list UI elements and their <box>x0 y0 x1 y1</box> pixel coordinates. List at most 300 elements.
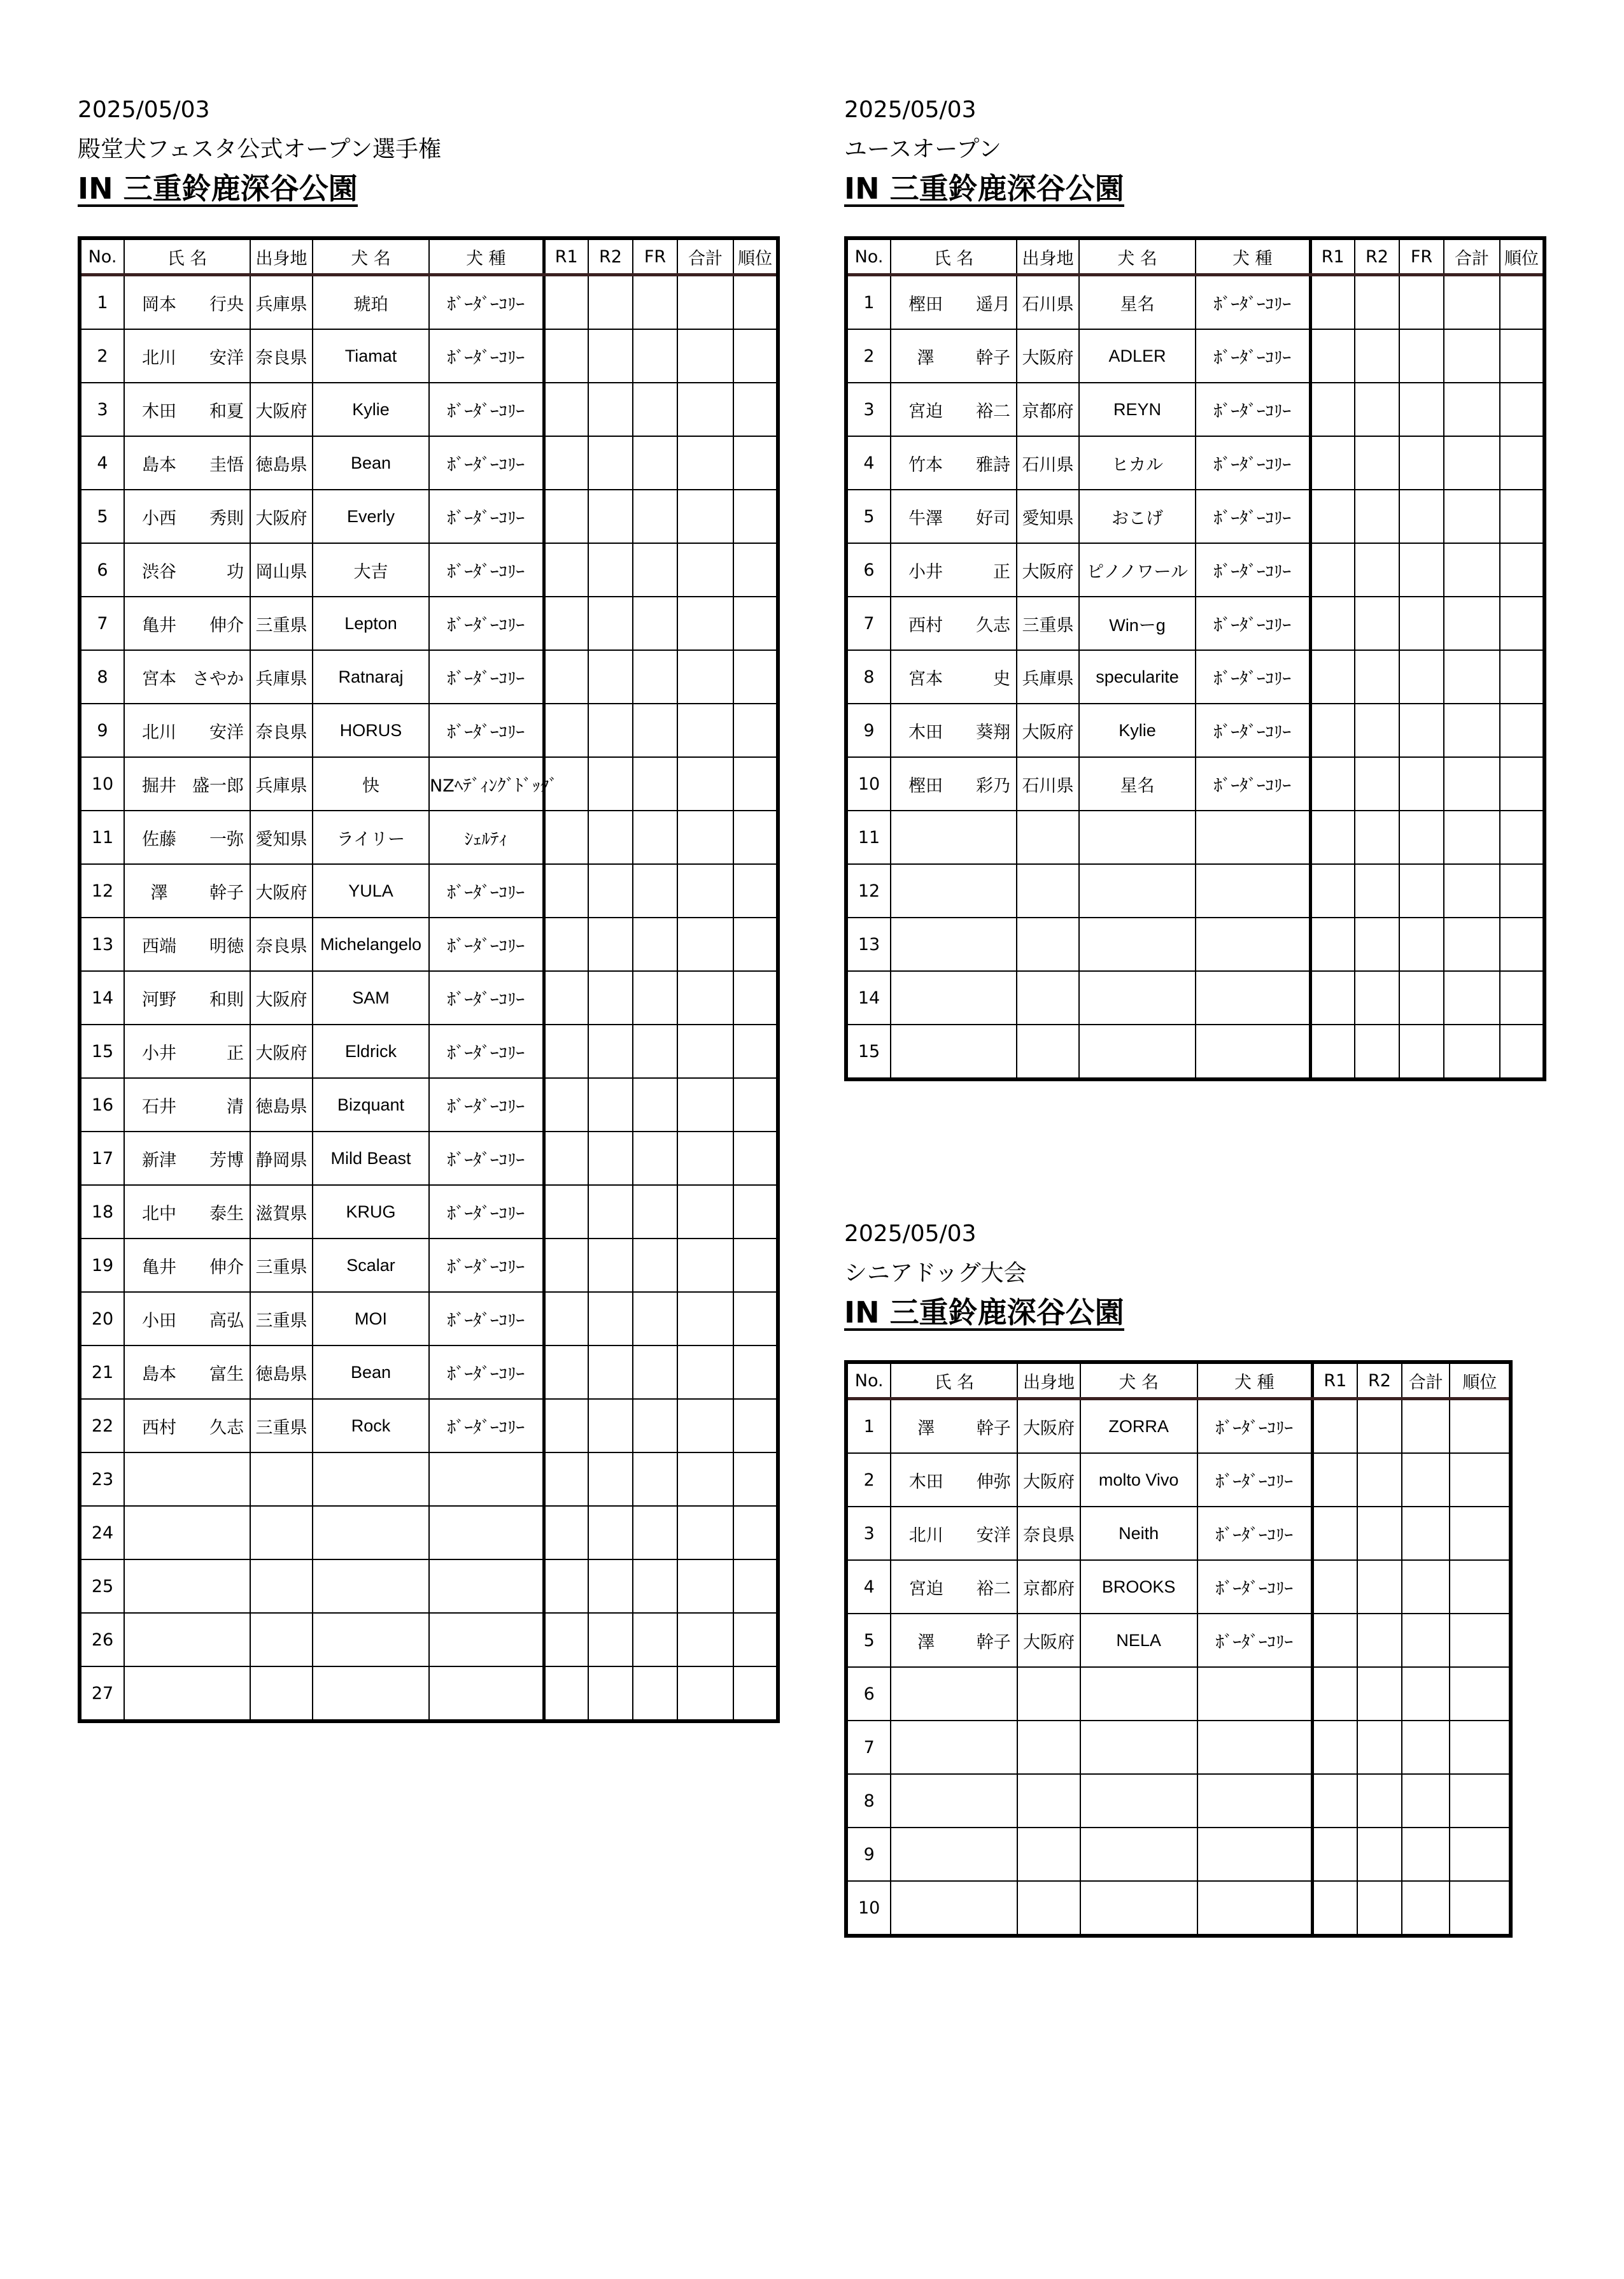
cell-no: 26 <box>80 1613 124 1666</box>
cell-no: 6 <box>80 543 124 597</box>
youth-header-row <box>846 238 1544 275</box>
cell-dog-name <box>1079 811 1196 864</box>
cell-breed: ﾎﾞｰﾀﾞｰｺﾘｰ <box>429 864 544 918</box>
cell-no: 24 <box>80 1506 124 1559</box>
cell-total <box>677 971 733 1025</box>
handler-last-name: 掘井 <box>142 776 176 796</box>
cell-r2 <box>1355 650 1399 704</box>
table-row <box>846 704 1544 757</box>
cell-total <box>1444 811 1500 864</box>
cell-dog-name <box>1080 1828 1197 1881</box>
cell-prefecture <box>1017 864 1079 918</box>
table-row <box>846 811 1544 864</box>
cell-r2 <box>1355 971 1399 1025</box>
cell-breed: ﾎﾞｰﾀﾞｰｺﾘｰ <box>1196 597 1310 650</box>
col-fr: FR <box>633 238 677 275</box>
table-row <box>80 1292 778 1345</box>
senior-date: 2025/05/03 <box>844 1221 977 1247</box>
cell-no: 3 <box>846 383 891 436</box>
cell-prefecture: 大阪府 <box>1017 704 1079 757</box>
table-row <box>80 704 778 757</box>
cell-r1 <box>1310 650 1355 704</box>
cell-dog-name: BROOKS <box>1080 1560 1197 1614</box>
cell-r2 <box>1355 864 1399 918</box>
cell-r1 <box>1312 1828 1357 1881</box>
table-row <box>846 1507 1511 1560</box>
cell-prefecture <box>1017 1774 1080 1828</box>
cell-r1 <box>544 543 588 597</box>
handler-first-name: 清 <box>227 1097 244 1117</box>
cell-total <box>1444 650 1500 704</box>
cell-rank <box>1450 1774 1511 1828</box>
cell-dog-name: REYN <box>1079 383 1196 436</box>
cell-dog-name <box>313 1452 429 1506</box>
cell-no: 10 <box>846 757 891 811</box>
handler-first-name: 芳博 <box>209 1150 244 1170</box>
table-row <box>846 1453 1511 1507</box>
col-total: 合計 <box>677 238 733 275</box>
cell-r2 <box>588 1559 633 1613</box>
cell-fr <box>633 1506 677 1559</box>
handler-last-name: 西端 <box>142 936 176 956</box>
cell-no: 6 <box>846 543 891 597</box>
cell-fr <box>633 971 677 1025</box>
cell-name <box>891 1667 1017 1721</box>
handler-first-name: 圭悟 <box>209 455 244 475</box>
cell-rank <box>1500 704 1544 757</box>
cell-rank <box>733 1185 778 1239</box>
cell-fr <box>633 1345 677 1399</box>
cell-r1 <box>1312 1560 1357 1614</box>
cell-rank <box>733 275 778 330</box>
cell-fr <box>1399 650 1444 704</box>
col-fr: FR <box>1399 238 1444 275</box>
cell-r2 <box>588 864 633 918</box>
cell-rank <box>733 1078 778 1132</box>
cell-breed <box>429 1613 544 1666</box>
cell-dog-name <box>1079 864 1196 918</box>
cell-no: 11 <box>846 811 891 864</box>
cell-no: 5 <box>80 490 124 543</box>
handler-last-name: 樫田 <box>908 294 943 315</box>
handler-first-name: 富生 <box>209 1364 244 1384</box>
cell-fr <box>633 1666 677 1721</box>
cell-total <box>677 704 733 757</box>
cell-rank <box>1500 490 1544 543</box>
cell-no: 5 <box>846 490 891 543</box>
handler-first-name: 和夏 <box>209 401 244 422</box>
handler-last-name: 河野 <box>142 990 176 1010</box>
cell-name <box>124 329 250 383</box>
col-no: No. <box>846 238 891 275</box>
table-row <box>80 436 778 490</box>
table-row <box>846 490 1544 543</box>
cell-r2 <box>588 1452 633 1506</box>
handler-first-name: 正 <box>227 1043 244 1063</box>
cell-rank <box>733 864 778 918</box>
cell-rank <box>733 1025 778 1078</box>
table-row <box>80 597 778 650</box>
cell-name <box>891 1453 1017 1507</box>
cell-r1 <box>1310 597 1355 650</box>
cell-r2 <box>588 811 633 864</box>
cell-no: 27 <box>80 1666 124 1721</box>
cell-name <box>891 757 1017 811</box>
cell-dog-name: Rock <box>313 1399 429 1452</box>
cell-r2 <box>588 1399 633 1452</box>
handler-last-name: 島本 <box>142 1364 176 1384</box>
cell-breed: ﾎﾞｰﾀﾞｰｺﾘｰ <box>429 1345 544 1399</box>
cell-r1 <box>544 811 588 864</box>
cell-dog-name: specularite <box>1079 650 1196 704</box>
table-row <box>846 918 1544 971</box>
cell-name <box>124 864 250 918</box>
col-r1: R1 <box>1312 1362 1357 1399</box>
cell-dog-name: Scalar <box>313 1239 429 1292</box>
cell-fr <box>633 704 677 757</box>
table-row <box>846 1399 1511 1454</box>
col-rank: 順位 <box>1500 238 1544 275</box>
cell-fr <box>1399 275 1444 330</box>
table-row <box>846 436 1544 490</box>
cell-no: 6 <box>846 1667 891 1721</box>
cell-total <box>677 329 733 383</box>
cell-name <box>891 1560 1017 1614</box>
cell-fr <box>633 383 677 436</box>
cell-dog-name: ADLER <box>1079 329 1196 383</box>
cell-fr <box>633 490 677 543</box>
handler-first-name: 泰生 <box>209 1203 244 1224</box>
cell-fr <box>633 650 677 704</box>
cell-fr <box>1399 436 1444 490</box>
col-no: No. <box>80 238 124 275</box>
cell-r1 <box>544 1559 588 1613</box>
handler-last-name: 岡本 <box>142 294 176 315</box>
cell-rank <box>733 704 778 757</box>
cell-name <box>124 1666 250 1721</box>
cell-r1 <box>1312 1399 1357 1454</box>
cell-r2 <box>588 1239 633 1292</box>
handler-last-name: 亀井 <box>142 1257 176 1277</box>
cell-dog-name: Lepton <box>313 597 429 650</box>
cell-name <box>891 704 1017 757</box>
cell-prefecture <box>1017 1881 1080 1936</box>
cell-dog-name: 琥珀 <box>313 275 429 330</box>
cell-prefecture: 大阪府 <box>250 490 313 543</box>
cell-r1 <box>544 864 588 918</box>
cell-r1 <box>1312 1774 1357 1828</box>
cell-rank <box>733 971 778 1025</box>
cell-name <box>891 1025 1017 1079</box>
cell-r1 <box>1312 1721 1357 1774</box>
cell-dog-name <box>1079 918 1196 971</box>
cell-total <box>1402 1560 1450 1614</box>
cell-name <box>891 918 1017 971</box>
cell-r1 <box>544 1666 588 1721</box>
handler-last-name: 北川 <box>908 1525 943 1545</box>
handler-first-name: 雅詩 <box>976 455 1010 475</box>
cell-r2 <box>588 1185 633 1239</box>
cell-r2 <box>588 757 633 811</box>
table-row <box>80 1613 778 1666</box>
cell-prefecture: 三重県 <box>250 1292 313 1345</box>
cell-r2 <box>588 918 633 971</box>
cell-r1 <box>544 1345 588 1399</box>
cell-rank <box>733 1399 778 1452</box>
cell-r1 <box>1312 1453 1357 1507</box>
col-r1: R1 <box>544 238 588 275</box>
cell-no: 5 <box>846 1614 891 1667</box>
cell-r2 <box>588 383 633 436</box>
cell-no: 4 <box>846 436 891 490</box>
cell-name <box>124 1078 250 1132</box>
cell-prefecture: 兵庫県 <box>250 650 313 704</box>
col-name: 氏 名 <box>891 238 1017 275</box>
cell-rank <box>733 811 778 864</box>
table-row <box>80 1666 778 1721</box>
cell-rank <box>733 383 778 436</box>
cell-rank <box>1500 1025 1544 1079</box>
cell-dog-name: MOI <box>313 1292 429 1345</box>
cell-name <box>891 490 1017 543</box>
cell-r1 <box>544 918 588 971</box>
cell-fr <box>1399 329 1444 383</box>
cell-no: 20 <box>80 1292 124 1345</box>
cell-breed <box>1197 1828 1313 1881</box>
cell-no: 10 <box>846 1881 891 1936</box>
cell-no: 8 <box>846 650 891 704</box>
cell-dog-name <box>1080 1774 1197 1828</box>
cell-r1 <box>544 597 588 650</box>
cell-dog-name <box>1080 1667 1197 1721</box>
cell-total <box>1444 543 1500 597</box>
cell-r2 <box>1355 436 1399 490</box>
cell-total <box>677 597 733 650</box>
table-row <box>846 1881 1511 1936</box>
cell-no: 7 <box>846 1721 891 1774</box>
handler-first-name: 功 <box>227 562 244 582</box>
open-date: 2025/05/03 <box>78 97 210 123</box>
cell-prefecture: 三重県 <box>250 1239 313 1292</box>
cell-no: 4 <box>846 1560 891 1614</box>
handler-first-name: 史 <box>993 669 1010 689</box>
cell-r2 <box>588 1292 633 1345</box>
cell-name <box>124 490 250 543</box>
cell-rank <box>733 1345 778 1399</box>
cell-total <box>1402 1614 1450 1667</box>
cell-prefecture <box>1017 1667 1080 1721</box>
cell-no: 7 <box>80 597 124 650</box>
handler-first-name: 幹子 <box>976 1632 1011 1652</box>
cell-rank <box>1500 757 1544 811</box>
cell-fr <box>633 1025 677 1078</box>
cell-fr <box>1399 1025 1444 1079</box>
cell-dog-name: Kylie <box>313 383 429 436</box>
table-row <box>80 1239 778 1292</box>
table-row <box>846 543 1544 597</box>
cell-r1 <box>544 1292 588 1345</box>
cell-fr <box>633 1559 677 1613</box>
cell-prefecture <box>1017 971 1079 1025</box>
cell-breed: ｼｪﾙﾃｨ <box>429 811 544 864</box>
cell-breed <box>1196 811 1310 864</box>
cell-dog-name: ピノノワール <box>1079 543 1196 597</box>
table-row <box>80 1399 778 1452</box>
cell-r1 <box>1312 1507 1357 1560</box>
cell-rank <box>1500 650 1544 704</box>
cell-name <box>891 1774 1017 1828</box>
cell-total <box>1402 1507 1450 1560</box>
cell-r1 <box>1310 918 1355 971</box>
table-row <box>846 1614 1511 1667</box>
cell-breed: ﾎﾞｰﾀﾞｰｺﾘｰ <box>1197 1453 1313 1507</box>
handler-first-name: 幹子 <box>209 883 244 903</box>
handler-first-name: 一弥 <box>209 829 244 849</box>
cell-fr <box>633 757 677 811</box>
handler-last-name: 佐藤 <box>142 829 176 849</box>
cell-r2 <box>1355 757 1399 811</box>
cell-rank <box>1500 275 1544 330</box>
cell-rank <box>733 1292 778 1345</box>
cell-r2 <box>1355 1025 1399 1079</box>
col-breed: 犬 種 <box>1196 238 1310 275</box>
cell-breed <box>429 1559 544 1613</box>
cell-breed: ﾎﾞｰﾀﾞｰｺﾘｰ <box>1197 1507 1313 1560</box>
cell-rank <box>733 490 778 543</box>
cell-rank <box>733 1666 778 1721</box>
cell-dog-name <box>313 1506 429 1559</box>
cell-total <box>677 1399 733 1452</box>
col-r2: R2 <box>1357 1362 1402 1399</box>
cell-fr <box>633 1399 677 1452</box>
cell-no: 12 <box>846 864 891 918</box>
cell-dog-name <box>1079 971 1196 1025</box>
cell-name <box>124 383 250 436</box>
col-r2: R2 <box>1355 238 1399 275</box>
cell-r2 <box>588 1506 633 1559</box>
handler-first-name: 幹子 <box>976 348 1010 368</box>
cell-r1 <box>1310 543 1355 597</box>
cell-prefecture <box>250 1613 313 1666</box>
cell-total <box>1402 1881 1450 1936</box>
cell-dog-name: 快 <box>313 757 429 811</box>
cell-fr <box>633 1292 677 1345</box>
col-name: 氏 名 <box>891 1362 1017 1399</box>
handler-last-name: 島本 <box>142 455 176 475</box>
table-row <box>80 757 778 811</box>
handler-last-name: 新津 <box>142 1150 176 1170</box>
cell-no: 11 <box>80 811 124 864</box>
cell-breed: ﾎﾞｰﾀﾞｰｺﾘｰ <box>429 1399 544 1452</box>
cell-breed: ﾎﾞｰﾀﾞｰｺﾘｰ <box>1196 543 1310 597</box>
cell-name <box>124 275 250 330</box>
handler-first-name: 伸弥 <box>976 1472 1011 1492</box>
cell-dog-name <box>313 1613 429 1666</box>
handler-last-name: 宮本 <box>908 669 943 689</box>
cell-total <box>1402 1721 1450 1774</box>
cell-total <box>1444 490 1500 543</box>
cell-breed <box>1196 864 1310 918</box>
cell-r2 <box>588 329 633 383</box>
cell-r1 <box>544 1613 588 1666</box>
cell-breed: ﾎﾞｰﾀﾞｰｺﾘｰ <box>429 918 544 971</box>
cell-r1 <box>1310 436 1355 490</box>
cell-r2 <box>1357 1667 1402 1721</box>
cell-breed: ﾎﾞｰﾀﾞｰｺﾘｰ <box>429 275 544 330</box>
cell-prefecture: 三重県 <box>250 597 313 650</box>
cell-r2 <box>1355 275 1399 330</box>
cell-total <box>1402 1453 1450 1507</box>
handler-first-name: 遥月 <box>976 294 1010 315</box>
col-total: 合計 <box>1444 238 1500 275</box>
col-pref: 出身地 <box>250 238 313 275</box>
cell-no: 18 <box>80 1185 124 1239</box>
handler-first-name: 久志 <box>976 615 1010 635</box>
cell-breed: ﾎﾞｰﾀﾞｰｺﾘｰ <box>429 543 544 597</box>
cell-dog-name <box>313 1559 429 1613</box>
cell-fr <box>633 1078 677 1132</box>
cell-breed: ﾎﾞｰﾀﾞｰｺﾘｰ <box>1197 1399 1313 1454</box>
handler-first-name: 久志 <box>209 1417 244 1438</box>
table-row <box>80 1132 778 1185</box>
senior-venue: IN 三重鈴鹿深谷公園 <box>844 1295 1124 1330</box>
cell-fr <box>1399 543 1444 597</box>
cell-r2 <box>1357 1507 1402 1560</box>
cell-no: 14 <box>80 971 124 1025</box>
cell-r1 <box>544 1132 588 1185</box>
cell-r2 <box>588 597 633 650</box>
col-no: No. <box>846 1362 891 1399</box>
cell-r2 <box>1357 1614 1402 1667</box>
cell-breed <box>1197 1774 1313 1828</box>
cell-r2 <box>588 1025 633 1078</box>
cell-r1 <box>1310 757 1355 811</box>
cell-dog-name: SAM <box>313 971 429 1025</box>
cell-breed <box>429 1666 544 1721</box>
cell-prefecture <box>250 1559 313 1613</box>
cell-fr <box>1399 918 1444 971</box>
cell-prefecture: 静岡県 <box>250 1132 313 1185</box>
cell-breed: ﾎﾞｰﾀﾞｰｺﾘｰ <box>1197 1560 1313 1614</box>
handler-first-name: 正 <box>993 562 1010 582</box>
cell-r2 <box>588 1345 633 1399</box>
cell-total <box>1444 383 1500 436</box>
cell-no: 17 <box>80 1132 124 1185</box>
cell-r1 <box>544 971 588 1025</box>
cell-name <box>891 1614 1017 1667</box>
cell-prefecture <box>1017 1025 1079 1079</box>
cell-name <box>891 329 1017 383</box>
handler-first-name: 明徳 <box>209 936 244 956</box>
cell-dog-name <box>1080 1881 1197 1936</box>
handler-last-name: 小田 <box>142 1310 176 1331</box>
table-row <box>846 1025 1544 1079</box>
cell-breed: ﾎﾞｰﾀﾞｰｺﾘｰ <box>1196 757 1310 811</box>
cell-dog-name: Eldrick <box>313 1025 429 1078</box>
cell-dog-name: YULA <box>313 864 429 918</box>
handler-last-name: 木田 <box>142 401 176 422</box>
cell-total <box>677 1345 733 1399</box>
handler-first-name: 好司 <box>976 508 1010 529</box>
cell-r2 <box>588 971 633 1025</box>
cell-name <box>124 1025 250 1078</box>
cell-breed <box>1196 1025 1310 1079</box>
col-rank: 順位 <box>1450 1362 1511 1399</box>
cell-total <box>1444 329 1500 383</box>
table-row <box>846 864 1544 918</box>
handler-first-name: 安洋 <box>209 348 244 368</box>
cell-total <box>1444 597 1500 650</box>
